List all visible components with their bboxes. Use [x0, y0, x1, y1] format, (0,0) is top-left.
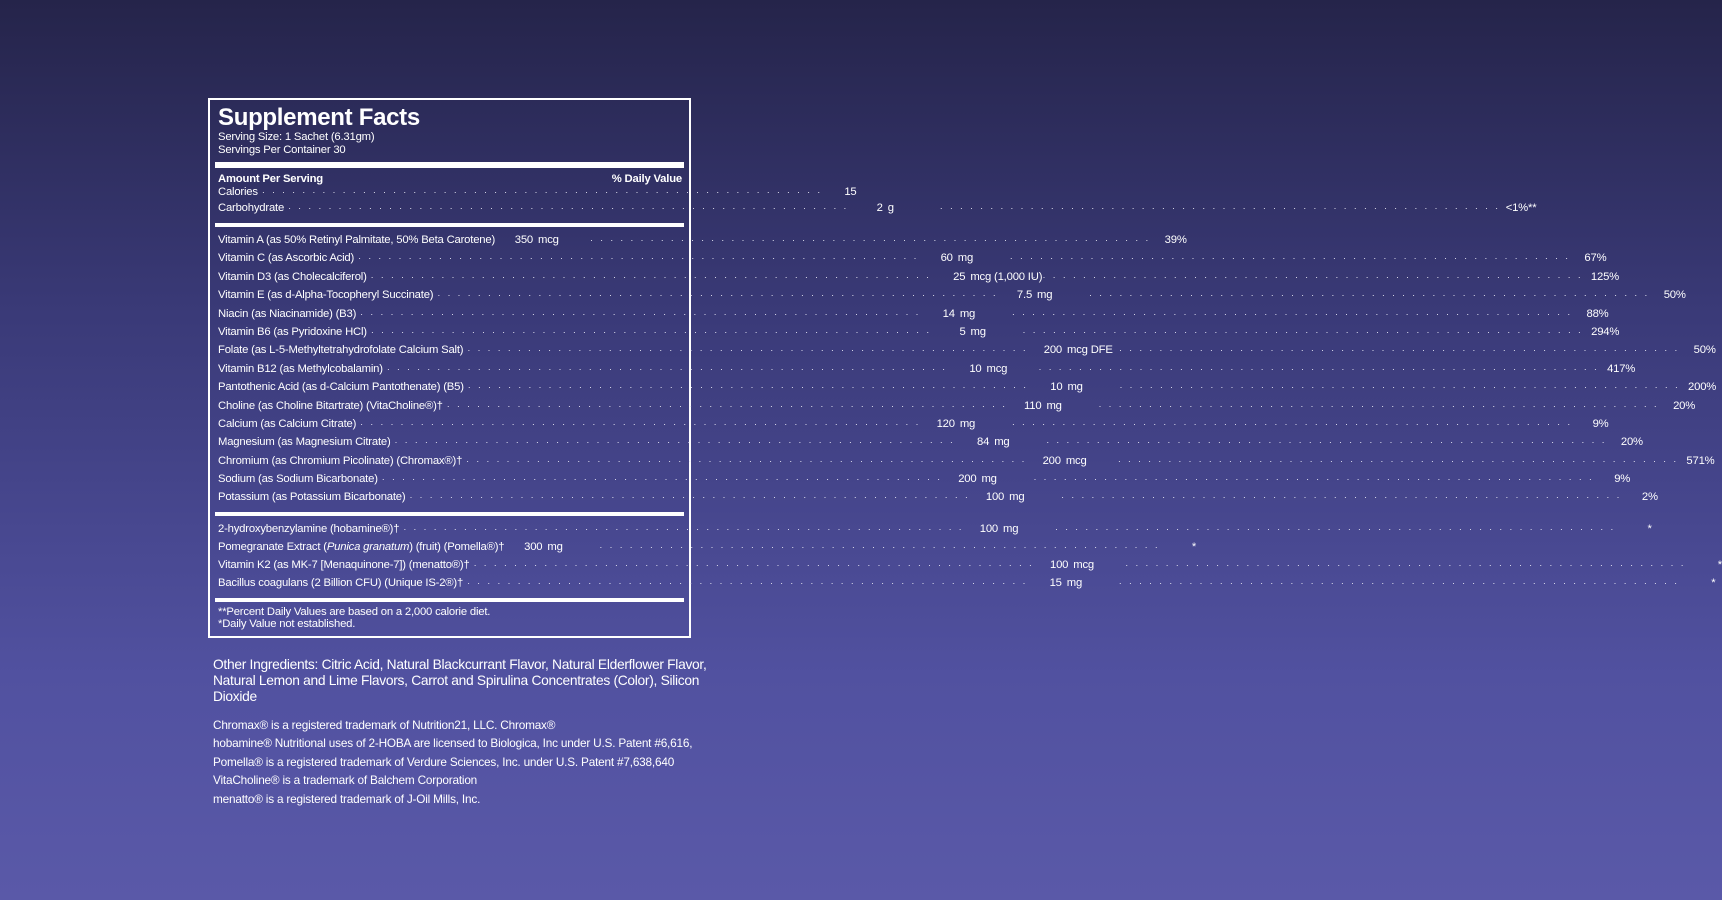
row-name: Sodium (as Sodium Bicarbonate)	[218, 473, 378, 486]
leader-dots: · · · · · · · · · · · · · · · · · · · · · · · · · · · · · · · · · · · · · · · · · · · · · · · · · · · · · · · ·	[1046, 437, 1607, 448]
row-amount: 10	[1050, 381, 1063, 394]
row-unit: mcg	[1073, 559, 1094, 572]
row-unit: mg	[981, 473, 997, 486]
leader-dots: · · · · · · · · · · · · · · · · · · · · · · · · · · · · · · · · · · · · · · · · · · · · · · · · · · · · · · · ·	[446, 400, 1008, 411]
footnote-percent: **Percent Daily Values are based on a 2,000 calorie diet.	[218, 605, 491, 618]
leader-dots: · · · · · · · · · · · · · · · · · · · · · · · · · · · · · · · · · · · · · · · · · · · · · · · · · · · · · · · ·	[437, 290, 999, 301]
calories-section	[218, 186, 1537, 218]
nutrient-row	[218, 488, 1658, 506]
trademark-line: menatto® is a registered trademark of J-Oil Mills, Inc.	[213, 791, 481, 806]
row-dv: *	[1711, 577, 1716, 590]
nutrient-row	[218, 286, 1686, 304]
footnote-not-established: *Daily Value not established.	[218, 618, 356, 631]
leader-dots: · · · · · · · · · · · · · · · · · · · · · · · · · · · · · · · · · · · · · · · · · · · · · · · · · · · · · · · ·	[473, 560, 1035, 571]
row-dv: 294%	[1591, 325, 1620, 338]
row-name: Choline (as Choline Bitartrate) (VitaCholine®)†	[218, 399, 443, 412]
row-name: Niacin (as Niacinamide) (B3)	[218, 307, 357, 320]
leader-dots: · · · · · · · · · · · · · · · · · · · · · · · · · · · · · · · · · · · · · · · · · · · · · · · · · · · · · · · ·	[1009, 253, 1571, 264]
row-amount: 300	[524, 541, 543, 554]
leader-dots: · · · · · · · · · · · · · · · · · · · · · · · · · · · · · · · · · · · · · · · · · · · · · · · · · · · · · · · ·	[358, 253, 919, 264]
trademark-notes	[213, 716, 733, 808]
row-name: Potassium (as Potassium Bicarbonate)	[218, 491, 406, 504]
nutrient-row	[218, 574, 1716, 592]
leader-dots: · · · · · · · · · · · · · · · · · · · · · · · · · · · · · · · · · · · · · · · · · · · · · · · · · · · · · · · ·	[1054, 523, 1616, 534]
row-dv: 88%	[1586, 307, 1609, 320]
leader-dots: · · · · · · · · · · · · · · · · · · · · · · · · · · · · · · · · · · · · · · · · · · · · · · · · · · · · · · · ·	[403, 523, 964, 534]
row-dv: 50%	[1663, 289, 1686, 302]
facts-title: Supplement Facts	[218, 104, 420, 131]
leader-dots: · · · · · · · · · · · · · · · · · · · · · · · · · · · · · · · · · · · · · · · · · · · · · · · · · · · · · · · ·	[466, 455, 1027, 466]
row-amount: 100	[1049, 559, 1069, 572]
row-amount: 100	[985, 491, 1005, 504]
row-name: Vitamin C (as Ascorbic Acid)	[218, 252, 355, 265]
row-amount: 110	[1024, 399, 1042, 412]
row-unit: mg	[1046, 399, 1062, 412]
row-amount: 14	[942, 307, 955, 320]
row-name: Bacillus coagulans (2 Billion CFU) (Unique IS-2®)†	[218, 577, 464, 590]
row-unit: mg	[1037, 289, 1053, 302]
row-unit: mg	[1066, 577, 1083, 590]
leader-dots: · · · · · · · · · · · · · · · · · · · · · · · · · · · · · · · · · · · · · · · · · · · · · · · · · · · · · · · ·	[386, 363, 948, 374]
row-unit: mcg	[1065, 454, 1087, 467]
leader-dots: · · · · · · · · · · · · · · · · · · · · · · · · · · · · · · · · · · · · · · · · · · · · · · · · · · · · · · · ·	[1061, 492, 1622, 503]
leader-dots: · · · · · · · · · · · · · · · · · · · · · · · · · · · · · · · · · · · · · · · · · · · · · · · · · · · · · · · ·	[370, 326, 932, 337]
row-name: Vitamin B12 (as Methylcobalamin)	[218, 362, 383, 375]
leader-dots: · · · · · · · · · · · · · · · · · · · · · · · · · · · · · · · · · · · · · · · · · · · · · · · · · · · · · · · ·	[1011, 418, 1573, 429]
row-dv: *	[1191, 541, 1197, 554]
leader-dots: · · · · · · · · · · · · · · · · · · · · · · · · · · · · · · · · · · · · · · · · · · · · · · · · · · · · · · · ·	[590, 235, 1151, 245]
nutrient-row	[218, 323, 1620, 341]
row-unit: mcg	[538, 234, 559, 246]
row-dv: 39%	[1164, 234, 1187, 246]
trademark-line: VitaCholine® is a trademark of Balchem Corporation	[213, 773, 478, 788]
calories-row	[218, 186, 857, 202]
nutrient-row	[218, 249, 1607, 267]
row-amount: 120	[936, 417, 955, 430]
row-dv: <1%**	[1505, 202, 1537, 214]
leader-dots: · · · · · · · · · · · · · · · · · · · · · · · · · · · · · · · · · · · · · · · · · · · · · · · · · · · · · · · ·	[1033, 474, 1595, 485]
row-unit: mg	[959, 307, 976, 320]
trademark-line: Chromax® is a registered trademark of Nutrition21, LLC. Chromax®	[213, 718, 556, 732]
leader-dots: · · · · · · · · · · · · · · · · · · · · · · · · · · · · · · · · · · · · · · · · · · · · · · · · · · · · · · · ·	[1125, 560, 1686, 571]
row-amount: 7.5	[1016, 289, 1033, 302]
row-dv: 2%	[1641, 491, 1658, 504]
servings-per-container: Servings Per Container 30	[218, 143, 346, 156]
leader-dots: · · · · · · · · · · · · · · · · · · · · · · · · · · · · · · · · · · · · · · · · · · · · · · · · · · · · · · · ·	[467, 382, 1029, 393]
leader-dots: · · · · · · · · · · · · · · · · · · · · · · · · · · · · · · · · · · · · · · · · · · · · · · · · · · · · · · · ·	[261, 187, 823, 197]
leader-dots: · · · · · · · · · · · · · · · · · · · · · · · · · · · · · · · · · · · · · · · · · · · · · · · · · · · · · · · ·	[1098, 400, 1660, 411]
row-amount: 10	[969, 362, 982, 375]
row-name: Vitamin D3 (as Cholecalciferol)	[218, 270, 367, 283]
column-header	[218, 173, 682, 186]
row-unit: mg	[547, 541, 563, 554]
row-dv: 9%	[1614, 473, 1631, 486]
row-name: Carbohydrate	[218, 202, 285, 214]
row-amount: 15	[844, 186, 857, 198]
nutrient-row	[218, 341, 1716, 359]
leader-dots: · · · · · · · · · · · · · · · · · · · · · · · · · · · · · · · · · · · · · · · · · · · · · · · · · · · · · · · ·	[394, 437, 956, 448]
nutrient-row	[218, 556, 1722, 574]
nutrient-row	[218, 538, 1197, 556]
serving-size: Serving Size: 1 Sachet (6.31gm)	[218, 131, 375, 143]
row-unit: mg	[957, 252, 974, 265]
row-dv: 67%	[1584, 252, 1607, 265]
row-name: Calcium (as Calcium Citrate)	[218, 417, 357, 430]
carbohydrate-row	[218, 202, 1537, 218]
row-name: Vitamin E (as d-Alpha-Tocopheryl Succinate)	[218, 289, 434, 302]
nutrient-row	[218, 231, 1187, 249]
row-unit: mg	[1067, 381, 1083, 394]
row-dv: 200%	[1688, 381, 1717, 394]
leader-dots: · · · · · · · · · · · · · · · · · · · · · · · · · · · · · · · · · · · · · · · · · · · · · · · · · · · · · · · ·	[939, 203, 1501, 213]
divider	[215, 598, 684, 602]
row-amount: 5	[959, 325, 966, 338]
row-unit: mg	[1002, 522, 1019, 535]
row-amount: 15	[1049, 577, 1062, 590]
leader-dots: · · · · · · · · · · · · · · · · · · · · · · · · · · · · · · · · · · · · · · · · · · · · · · · · · · · · · · · ·	[1011, 308, 1573, 319]
leader-dots: · · · · · · · · · · · · · · · · · · · · · · · · · · · · · · · · · · · · · · · · · · · · · · · · · · · · · · · ·	[1119, 345, 1680, 356]
row-name: 2-hydroxybenzylamine (hobamine®)†	[218, 522, 400, 535]
leader-dots: · · · · · · · · · · · · · · · · · · · · · · · · · · · · · · · · · · · · · · · · · · · · · · · · · · · · · · · ·	[1119, 382, 1681, 393]
row-name: Folate (as L-5-Methyltetrahydrofolate Calcium Salt)	[218, 344, 464, 357]
trademark-line: Pomella® is a registered trademark of Verdure Sciences, Inc. under U.S. Patent #7,638,640	[213, 754, 675, 769]
divider	[215, 223, 684, 227]
row-unit: mg	[1009, 491, 1025, 504]
row-name: Vitamin A (as 50% Retinyl Palmitate, 50% Beta Carotene)	[218, 234, 496, 246]
nutrient-row	[218, 397, 1696, 415]
row-name: Vitamin K2 (as MK-7 [Menaquinone-7]) (menatto®)†	[218, 559, 470, 572]
row-amount: 2	[876, 202, 883, 214]
row-dv: *	[1717, 559, 1722, 572]
row-dv: 20%	[1673, 399, 1696, 412]
row-amount: 200	[1043, 344, 1063, 357]
row-name: Chromium (as Chromium Picolinate) (Chromax®)†	[218, 454, 463, 467]
row-amount: 200	[1042, 454, 1061, 467]
other-ingredients-section	[218, 520, 1722, 593]
row-name: Pomegranate Extract (Punica granatum) (fruit) (Pomella®)†	[218, 541, 505, 554]
row-amount: 100	[979, 522, 998, 535]
row-dv: 125%	[1590, 270, 1620, 283]
row-unit: mg	[994, 436, 1010, 449]
row-amount: 350	[514, 234, 534, 246]
row-unit: mg	[970, 325, 986, 338]
nutrient-row	[218, 268, 1620, 286]
row-amount: 25	[953, 270, 966, 283]
nutrient-row	[218, 452, 1715, 470]
row-unit: mcg DFE	[1067, 344, 1113, 357]
row-dv: 50%	[1693, 344, 1716, 357]
leader-dots: · · · · · · · · · · · · · · · · · · · · · · · · · · · · · · · · · · · · · · · · · · · · · · · · · · · · · · · ·	[1089, 290, 1650, 301]
nutrient-row	[218, 470, 1631, 488]
row-name: Calories	[218, 186, 258, 198]
leader-dots: · · · · · · · · · · · · · · · · · · · · · · · · · · · · · · · · · · · · · · · · · · · · · · · · · · · · · · · ·	[1118, 578, 1680, 589]
row-dv: 20%	[1620, 436, 1643, 449]
row-amount: 84	[977, 436, 990, 449]
leader-dots: · · · · · · · · · · · · · · · · · · · · · · · · · · · · · · · · · · · · · · · · · · · · · · · · · · · · · · · ·	[467, 345, 1029, 356]
leader-dots: · · · · · · · · · · · · · · · · · · · · · · · · · · · · · · · · · · · · · · · · · · · · · · · · · · · · · · · ·	[288, 203, 849, 213]
leader-dots: · · · · · · · · · · · · · · · · · · · · · · · · · · · · · · · · · · · · · · · · · · · · · · · · · · · · · · · ·	[370, 271, 932, 282]
nutrient-row	[218, 360, 1636, 378]
leader-dots: · · · · · · · · · · · · · · · · · · · · · · · · · · · · · · · · · · · · · · · · · · · · · · · · · · · · · · · ·	[1117, 455, 1679, 466]
row-unit: g	[887, 202, 894, 214]
row-dv: 417%	[1607, 362, 1636, 375]
row-unit: mcg (1,000 IU)	[970, 270, 1043, 283]
divider	[215, 512, 684, 516]
row-unit: mg	[959, 417, 976, 430]
nutrient-row	[218, 433, 1643, 451]
leader-dots: · · · · · · · · · · · · · · · · · · · · · · · · · · · · · · · · · · · · · · · · · · · · · · · · · · · · · · · ·	[409, 492, 971, 503]
amount-header: Amount Per Serving	[218, 173, 323, 185]
row-dv: 571%	[1686, 454, 1715, 467]
supplement-facts-panel	[208, 98, 1722, 638]
row-name: Pantothenic Acid (as d-Calcium Pantothenate) (B5)	[218, 381, 464, 394]
nutrient-row	[218, 305, 1609, 323]
leader-dots: · · · · · · · · · · · · · · · · · · · · · · · · · · · · · · · · · · · · · · · · · · · · · · · · · · · · · · · ·	[360, 418, 921, 429]
divider-thick	[215, 162, 684, 168]
other-ingredients-text: Other Ingredients: Citric Acid, Natural Blackcurrant Flavor, Natural Elderflower Flavor, Natural Lemon and Lime Flavors, Carrot and Spirulina Concentrates (Color), Silicon Dioxide	[213, 657, 707, 705]
row-unit: mcg	[986, 362, 1008, 375]
nutrient-row	[218, 378, 1717, 396]
row-name: Magnesium (as Magnesium Citrate)	[218, 436, 391, 449]
leader-dots: · · · · · · · · · · · · · · · · · · · · · · · · · · · · · · · · · · · · · · · · · · · · · · · · · · · · · · · ·	[599, 542, 1161, 553]
vitamins-section	[218, 231, 1717, 507]
row-name: Vitamin B6 (as Pyridoxine HCl)	[218, 325, 367, 338]
nutrient-row	[218, 520, 1652, 538]
nutrient-row	[218, 415, 1609, 433]
leader-dots: · · · · · · · · · · · · · · · · · · · · · · · · · · · · · · · · · · · · · · · · · · · · · · · · · · · · · · · ·	[1022, 326, 1584, 337]
dv-header: % Daily Value	[611, 173, 682, 185]
leader-dots: · · · · · · · · · · · · · · · · · · · · · · · · · · · · · · · · · · · · · · · · · · · · · · · · · · · · · · · ·	[360, 308, 921, 319]
row-amount: 200	[958, 473, 977, 486]
leader-dots: · · · · · · · · · · · · · · · · · · · · · · · · · · · · · · · · · · · · · · · · · · · · · · · · · · · · · · · ·	[1022, 271, 1584, 282]
row-dv: *	[1647, 522, 1652, 535]
leader-dots: · · · · · · · · · · · · · · · · · · · · · · · · · · · · · · · · · · · · · · · · · · · · · · · · · · · · · · · ·	[381, 474, 943, 485]
leader-dots: · · · · · · · · · · · · · · · · · · · · · · · · · · · · · · · · · · · · · · · · · · · · · · · · · · · · · · · ·	[467, 578, 1028, 589]
trademark-line: hobamine® Nutritional uses of 2-HOBA are licensed to Biologica, Inc under U.S. Patent #6,616,	[213, 736, 693, 751]
row-amount: 60	[940, 252, 953, 265]
row-dv: 9%	[1592, 417, 1609, 430]
leader-dots: · · · · · · · · · · · · · · · · · · · · · · · · · · · · · · · · · · · · · · · · · · · · · · · · · · · · · · · ·	[1038, 363, 1600, 374]
